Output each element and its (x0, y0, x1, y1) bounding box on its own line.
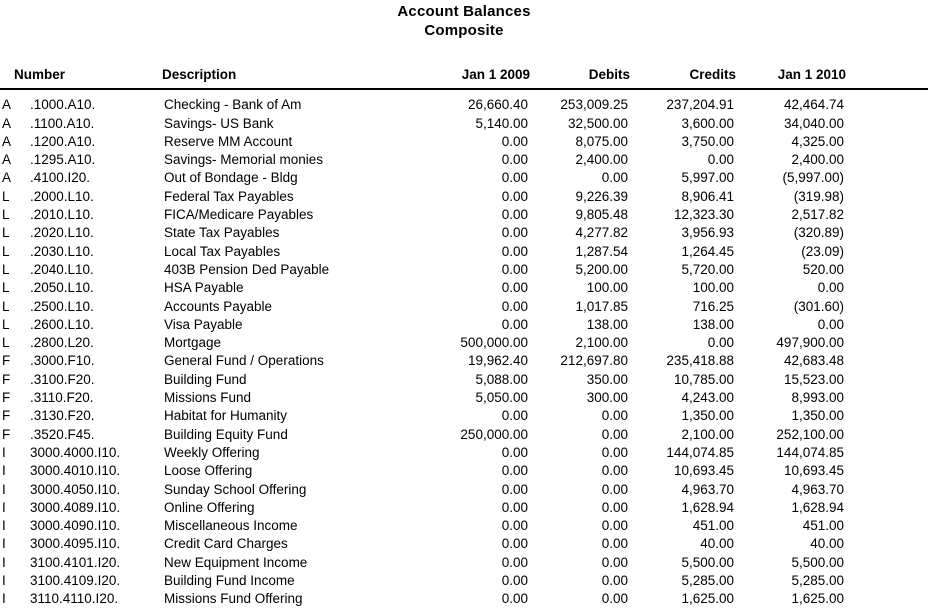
cell-description: State Tax Payables (164, 225, 280, 241)
cell-description: Miscellaneous Income (164, 518, 298, 534)
cell-closing: 252,100.00 (776, 426, 844, 442)
cell-number: .2040.L10. (30, 261, 94, 277)
cell-opening: 0.00 (501, 499, 528, 515)
table-body (0, 89, 928, 608)
cell-type: F (2, 353, 11, 369)
header-row (0, 66, 928, 88)
cell-closing: 2,517.82 (791, 207, 844, 223)
cell-spacer (846, 151, 928, 169)
table-row (0, 115, 928, 133)
cell-description: Missions Fund (164, 390, 252, 406)
cell-spacer (846, 535, 928, 553)
table-row (0, 133, 928, 151)
cell-credits: 4,243.00 (681, 390, 734, 406)
cell-type: I (2, 481, 6, 497)
cell-description: Weekly Offering (164, 444, 260, 460)
cell-spacer (846, 407, 928, 425)
cell-number: .2050.L10. (30, 280, 94, 296)
cell-credits: 1,350.00 (681, 408, 734, 424)
account-balances-table (0, 66, 928, 609)
cell-number: 3000.4089.I10. (30, 499, 121, 515)
table-row (0, 243, 928, 261)
cell-type: I (2, 536, 6, 552)
table-row (0, 89, 928, 114)
cell-number: .2500.L10. (30, 298, 94, 314)
cell-number: 3000.4010.I10. (30, 463, 121, 479)
cell-type: L (2, 261, 10, 277)
cell-description: Missions Fund Offering (164, 591, 303, 607)
cell-opening: 0.00 (501, 554, 528, 570)
cell-type: I (2, 554, 6, 570)
cell-debits: 100.00 (586, 280, 628, 296)
cell-spacer (846, 499, 928, 517)
cell-type: L (2, 243, 10, 259)
cell-number: .3520.F45. (30, 426, 95, 442)
cell-description: Building Fund Income (164, 573, 295, 589)
cell-description: New Equipment Income (164, 554, 308, 570)
cell-number: .3100.F20. (30, 371, 95, 387)
cell-opening: 0.00 (501, 463, 528, 479)
cell-closing: 4,963.70 (791, 481, 844, 497)
table-row (0, 572, 928, 590)
table-row (0, 535, 928, 553)
cell-number: .2800.L20. (30, 335, 94, 351)
table-row (0, 316, 928, 334)
cell-number: 3000.4050.I10. (30, 481, 121, 497)
cell-spacer (846, 224, 928, 242)
cell-debits: 0.00 (601, 463, 628, 479)
table-row (0, 517, 928, 535)
cell-type: I (2, 591, 6, 607)
table-row (0, 462, 928, 480)
cell-opening: 0.00 (501, 316, 528, 332)
cell-closing: 0.00 (817, 316, 844, 332)
cell-opening: 0.00 (501, 591, 528, 607)
table-row (0, 261, 928, 279)
cell-spacer (846, 206, 928, 224)
cell-debits: 0.00 (601, 444, 628, 460)
cell-type: A (2, 170, 12, 186)
table-row (0, 590, 928, 608)
cell-closing: 451.00 (802, 518, 844, 534)
report-title-block (0, 0, 928, 40)
cell-description: Online Offering (164, 499, 255, 515)
cell-description: Savings- Memorial monies (164, 152, 324, 168)
cell-description: FICA/Medicare Payables (164, 207, 314, 223)
cell-type: L (2, 280, 10, 296)
cell-debits: 138.00 (586, 316, 628, 332)
cell-debits: 0.00 (601, 554, 628, 570)
cell-opening: 0.00 (501, 170, 528, 186)
column-header-opening: Jan 1 2009 (461, 67, 530, 82)
cell-credits: 5,285.00 (681, 573, 734, 589)
table-row (0, 298, 928, 316)
cell-type: F (2, 426, 11, 442)
cell-number: .3000.F10. (30, 353, 95, 369)
cell-debits: 2,400.00 (575, 152, 628, 168)
table-row (0, 352, 928, 370)
cell-spacer (846, 188, 928, 206)
cell-type: A (2, 115, 12, 131)
column-header-description: Description (162, 67, 237, 82)
cell-type: I (2, 499, 6, 515)
cell-description: Habitat for Humanity (164, 408, 288, 424)
column-header-debits: Debits (588, 67, 630, 82)
cell-credits: 3,956.93 (681, 225, 734, 241)
cell-closing: (23.09) (801, 243, 844, 259)
table-row (0, 554, 928, 572)
cell-number: .1295.A10. (30, 152, 96, 168)
cell-number: 3100.4101.I20. (30, 554, 121, 570)
cell-type: A (2, 152, 12, 168)
cell-credits: 5,500.00 (681, 554, 734, 570)
cell-number: .2010.L10. (30, 207, 94, 223)
cell-spacer (846, 517, 928, 535)
cell-number: .3130.F20. (30, 408, 95, 424)
cell-closing: 1,628.94 (791, 499, 844, 515)
cell-closing: (319.98) (793, 188, 844, 204)
cell-number: .2030.L10. (30, 243, 94, 259)
cell-credits: 237,204.91 (666, 97, 734, 113)
cell-spacer (846, 334, 928, 352)
cell-closing: 15,523.00 (783, 371, 844, 387)
cell-opening: 0.00 (501, 280, 528, 296)
cell-closing: (5,997.00) (782, 170, 844, 186)
table-row (0, 151, 928, 169)
cell-number: 3100.4109.I20. (30, 573, 121, 589)
cell-closing: (320.89) (793, 225, 844, 241)
cell-description: Building Equity Fund (164, 426, 288, 442)
cell-spacer (846, 590, 928, 608)
cell-debits: 0.00 (601, 536, 628, 552)
cell-credits: 12,323.30 (673, 207, 734, 223)
cell-opening: 0.00 (501, 298, 528, 314)
cell-type: F (2, 390, 11, 406)
cell-type: L (2, 188, 10, 204)
cell-credits: 10,693.45 (673, 463, 734, 479)
cell-spacer (846, 371, 928, 389)
cell-type: F (2, 371, 11, 387)
table-row (0, 169, 928, 187)
cell-spacer (846, 261, 928, 279)
cell-credits: 4,963.70 (681, 481, 734, 497)
cell-closing: 42,464.74 (783, 97, 844, 113)
table-row (0, 407, 928, 425)
cell-number: .2600.L10. (30, 316, 94, 332)
cell-closing: 2,400.00 (791, 152, 844, 168)
page-title: Account Balances (397, 3, 531, 20)
cell-description: HSA Payable (164, 280, 244, 296)
cell-closing: 5,500.00 (791, 554, 844, 570)
column-header-credits: Credits (689, 67, 736, 82)
cell-opening: 0.00 (501, 152, 528, 168)
cell-credits: 10,785.00 (673, 371, 734, 387)
cell-description: Accounts Payable (164, 298, 273, 314)
cell-closing: 42,683.48 (783, 353, 844, 369)
cell-debits: 300.00 (586, 390, 628, 406)
cell-description: Reserve MM Account (164, 133, 293, 149)
cell-closing: 5,285.00 (791, 573, 844, 589)
cell-closing: 40.00 (810, 536, 844, 552)
cell-opening: 0.00 (501, 261, 528, 277)
column-header-number: Number (14, 67, 66, 82)
cell-type: L (2, 225, 10, 241)
cell-credits: 0.00 (707, 335, 734, 351)
cell-debits: 350.00 (586, 371, 628, 387)
cell-debits: 9,805.48 (575, 207, 628, 223)
cell-spacer (846, 316, 928, 334)
cell-number: 3000.4095.I10. (30, 536, 121, 552)
table-row (0, 444, 928, 462)
cell-number: .4100.I20. (30, 170, 91, 186)
page-subtitle: Composite (424, 22, 504, 39)
cell-spacer (846, 89, 928, 114)
cell-spacer (846, 572, 928, 590)
cell-closing: 10,693.45 (783, 463, 844, 479)
cell-number: 3110.4110.I20. (30, 591, 119, 607)
table-row (0, 371, 928, 389)
cell-opening: 5,088.00 (475, 371, 528, 387)
cell-spacer (846, 115, 928, 133)
cell-debits: 1,287.54 (575, 243, 628, 259)
column-header-spacer (846, 66, 928, 88)
cell-credits: 451.00 (692, 518, 734, 534)
cell-closing: (301.60) (793, 298, 844, 314)
cell-description: 403B Pension Ded Payable (164, 261, 330, 277)
cell-debits: 8,075.00 (575, 133, 628, 149)
cell-description: Local Tax Payables (164, 243, 281, 259)
cell-description: Federal Tax Payables (164, 188, 294, 204)
cell-opening: 0.00 (501, 133, 528, 149)
cell-description: Out of Bondage - Bldg (164, 170, 298, 186)
cell-type: I (2, 573, 6, 589)
cell-number: .1200.A10. (30, 133, 96, 149)
cell-credits: 1,264.45 (681, 243, 734, 259)
cell-credits: 0.00 (707, 152, 734, 168)
cell-debits: 0.00 (601, 499, 628, 515)
cell-closing: 1,350.00 (791, 408, 844, 424)
cell-opening: 0.00 (501, 207, 528, 223)
cell-type: F (2, 408, 11, 424)
cell-type: L (2, 207, 10, 223)
cell-debits: 0.00 (601, 591, 628, 607)
cell-number: .2020.L10. (30, 225, 94, 241)
cell-opening: 26,660.40 (467, 97, 528, 113)
cell-description: General Fund / Operations (164, 353, 324, 369)
cell-opening: 0.00 (501, 225, 528, 241)
cell-description: Credit Card Charges (164, 536, 288, 552)
cell-type: L (2, 316, 10, 332)
cell-credits: 40.00 (700, 536, 734, 552)
cell-description: Visa Payable (164, 316, 243, 332)
cell-type: L (2, 298, 10, 314)
cell-spacer (846, 279, 928, 297)
cell-debits: 212,697.80 (560, 353, 628, 369)
cell-description: Sunday School Offering (164, 481, 307, 497)
cell-opening: 0.00 (501, 518, 528, 534)
cell-credits: 100.00 (692, 280, 734, 296)
cell-type: L (2, 335, 10, 351)
cell-credits: 144,074.85 (666, 444, 734, 460)
cell-debits: 0.00 (601, 170, 628, 186)
cell-number: .3110.F20. (30, 390, 94, 406)
cell-spacer (846, 554, 928, 572)
table-row (0, 481, 928, 499)
cell-spacer (846, 298, 928, 316)
cell-closing: 520.00 (802, 261, 844, 277)
cell-credits: 5,720.00 (681, 261, 734, 277)
table-row (0, 188, 928, 206)
column-header-closing: Jan 1 2010 (777, 67, 846, 82)
table-row (0, 499, 928, 517)
cell-opening: 0.00 (501, 573, 528, 589)
cell-opening: 250,000.00 (460, 426, 528, 442)
cell-spacer (846, 352, 928, 370)
cell-spacer (846, 169, 928, 187)
cell-opening: 5,050.00 (475, 390, 528, 406)
cell-opening: 0.00 (501, 243, 528, 259)
cell-credits: 1,625.00 (681, 591, 734, 607)
cell-spacer (846, 481, 928, 499)
cell-debits: 2,100.00 (575, 335, 628, 351)
table-header (0, 66, 928, 89)
cell-spacer (846, 133, 928, 151)
cell-opening: 19,962.40 (467, 353, 528, 369)
column-header-type (0, 66, 14, 88)
cell-debits: 253,009.25 (560, 97, 628, 113)
cell-credits: 716.25 (692, 298, 734, 314)
cell-opening: 0.00 (501, 481, 528, 497)
cell-debits: 4,277.82 (575, 225, 628, 241)
cell-type: I (2, 518, 6, 534)
cell-description: Savings- US Bank (164, 115, 274, 131)
cell-type: A (2, 97, 12, 113)
cell-credits: 1,628.94 (681, 499, 734, 515)
cell-debits: 0.00 (601, 426, 628, 442)
cell-closing: 0.00 (817, 280, 844, 296)
cell-spacer (846, 462, 928, 480)
cell-credits: 235,418.88 (666, 353, 734, 369)
cell-number: .2000.L10. (30, 188, 94, 204)
cell-opening: 0.00 (501, 408, 528, 424)
cell-description: Building Fund (164, 371, 247, 387)
cell-opening: 0.00 (501, 536, 528, 552)
table-row (0, 224, 928, 242)
table-row (0, 389, 928, 407)
cell-opening: 5,140.00 (475, 115, 528, 131)
cell-debits: 32,500.00 (567, 115, 628, 131)
cell-closing: 144,074.85 (776, 444, 844, 460)
table-row (0, 279, 928, 297)
cell-spacer (846, 444, 928, 462)
cell-type: A (2, 133, 12, 149)
cell-debits: 5,200.00 (575, 261, 628, 277)
cell-closing: 497,900.00 (776, 335, 844, 351)
cell-spacer (846, 243, 928, 261)
cell-description: Loose Offering (164, 463, 253, 479)
table-row (0, 426, 928, 444)
cell-debits: 1,017.85 (575, 298, 628, 314)
cell-spacer (846, 389, 928, 407)
cell-description: Checking - Bank of Am (164, 97, 302, 113)
cell-credits: 5,997.00 (681, 170, 734, 186)
cell-closing: 34,040.00 (783, 115, 844, 131)
cell-opening: 0.00 (501, 444, 528, 460)
cell-credits: 8,906.41 (681, 188, 734, 204)
cell-debits: 0.00 (601, 573, 628, 589)
cell-credits: 3,750.00 (681, 133, 734, 149)
cell-closing: 4,325.00 (791, 133, 844, 149)
cell-credits: 138.00 (692, 316, 734, 332)
cell-description: Mortgage (164, 335, 222, 351)
table-row (0, 206, 928, 224)
table-row (0, 334, 928, 352)
cell-opening: 500,000.00 (460, 335, 528, 351)
cell-credits: 2,100.00 (681, 426, 734, 442)
cell-debits: 0.00 (601, 518, 628, 534)
cell-closing: 8,993.00 (791, 390, 844, 406)
cell-debits: 0.00 (601, 481, 628, 497)
cell-type: I (2, 444, 6, 460)
cell-closing: 1,625.00 (791, 591, 844, 607)
cell-credits: 3,600.00 (681, 115, 734, 131)
cell-number: .1000.A10. (30, 97, 96, 113)
cell-number: .1100.A10. (30, 115, 95, 131)
cell-debits: 9,226.39 (575, 188, 628, 204)
cell-type: I (2, 463, 6, 479)
cell-number: 3000.4000.I10. (30, 444, 121, 460)
cell-spacer (846, 426, 928, 444)
cell-number: 3000.4090.I10. (30, 518, 121, 534)
cell-opening: 0.00 (501, 188, 528, 204)
cell-debits: 0.00 (601, 408, 628, 424)
